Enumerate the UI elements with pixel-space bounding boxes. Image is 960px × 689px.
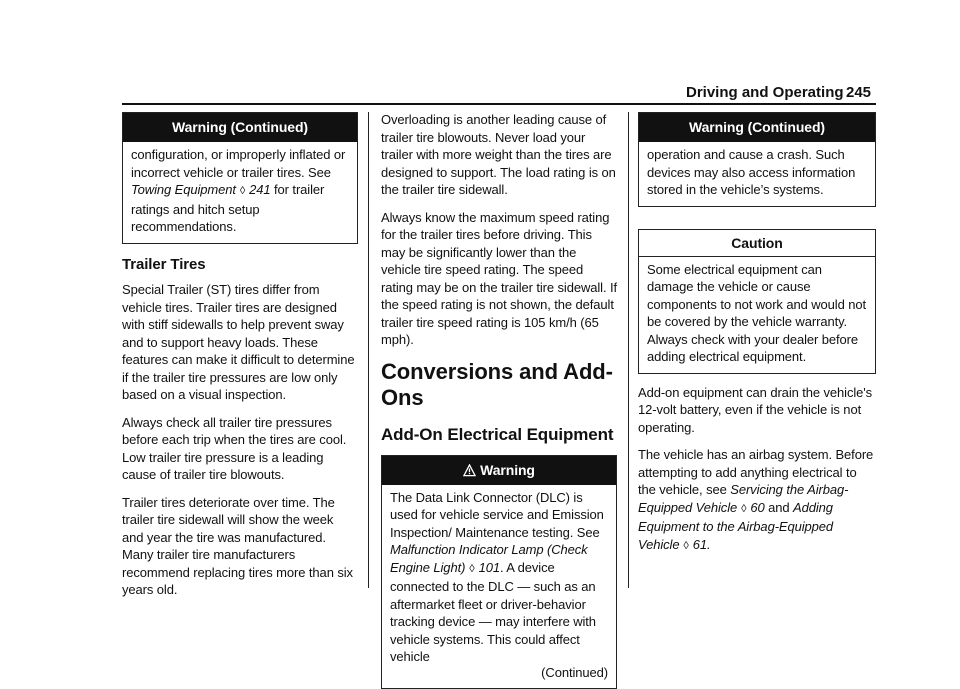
page-reference-number[interactable]: 101 (479, 560, 500, 575)
header-rule (122, 103, 876, 105)
page-reference-icon: ◊ (237, 185, 248, 197)
page-reference-number[interactable]: 61 (693, 537, 707, 552)
adding-equipment-link[interactable]: Adding Equipment to the Airbag-Equipped Vehicle (638, 500, 833, 552)
warning-text: The Data Link Connector (DLC) is used for vehicle service and Emission Inspection/ Maintenance testing. See Malfunction Indicator Lamp (Check Engine Light) ◊ 101. A device connected to the DLC — such as an aftermarket fleet or driver-behavior tracking device — may interfere with vehicle systems. This could affect vehicle (390, 489, 608, 666)
warning-text: for trailer (271, 182, 325, 197)
paragraph: Always know the maximum speed rating for the trailer tires before driving. This may be significantly lower than the vehicle tire speed rating. The speed rating may be on the trailer tire sidewall. If the speed rating is not shown, the default trailer tire speed rating is 105 km/h (65 mph). (381, 209, 617, 349)
page-reference-icon: ◊ (738, 503, 749, 515)
page-reference-number[interactable]: 60 (750, 500, 764, 515)
warning-line (131, 181, 349, 201)
column-divider-left (368, 112, 369, 588)
column-1 (122, 112, 358, 609)
paragraph: Always check all trailer tire pressures before each trip when the tires are cool. Low trailer tire pressure is a leading cause of trailer tire blowouts. (122, 414, 358, 484)
column-2 (381, 111, 617, 689)
warning-line: configuration, or improperly inflated or (131, 146, 349, 164)
paragraph: Special Trailer (ST) tires differ from vehicle tires. Trailer tires are designed with stiff sidewalls to help prevent sway and to support heavy loads. These features can make it difficult to determine if the trailer tire pressures are low only based on a visual inspection. (122, 281, 358, 404)
warning-triangle-icon (463, 458, 476, 487)
running-header-title: Driving and Operating (686, 84, 844, 101)
continued-label: (Continued) (390, 664, 608, 682)
warning-line: incorrect vehicle or trailer tires. See (131, 164, 349, 182)
page-reference-icon: ◊ (680, 540, 691, 552)
warning-box-header (382, 456, 616, 485)
warning-box-header: Warning (Continued) (639, 113, 875, 142)
warning-box-header: Warning (Continued) (123, 113, 357, 142)
paragraph: Overloading is another leading cause of trailer tire blowouts. Never load your trailer with more weight than the tires are designed to support. The load rating is on the trailer tire sidewall. (381, 111, 617, 199)
warning-box-body (382, 485, 616, 689)
warning-text: operation and cause a crash. Such devices may also access information stored in the vehicle’s systems. (647, 146, 867, 199)
paragraph: Trailer tires deteriorate over time. The trailer tire sidewall will show the week and year the tire was manufactured. Many trailer tire manufacturers recommend replacing tires more than six years old. (122, 494, 358, 599)
column-3 (638, 112, 876, 565)
caution-box-body (639, 257, 875, 373)
caution-text: Some electrical equipment can damage the vehicle or cause components to not work and would not be covered by the vehicle warranty. Always check with your dealer before adding electrical equipment. (647, 261, 867, 366)
paragraph: The vehicle has an airbag system. Before attempting to add anything electrical to the vehicle, see Servicing the Airbag-Equipped Vehicle ◊ 60 and Adding Equipment to the Airbag-Equipped Vehicle ◊ 61. (638, 446, 876, 555)
paragraph: Add-on equipment can drain the vehicle's 12-volt battery, even if the vehicle is not operating. (638, 384, 876, 437)
page-reference-icon: ◊ (466, 563, 477, 575)
towing-equipment-link[interactable]: Towing Equipment (131, 182, 236, 197)
caution-box-header: Caution (639, 230, 875, 257)
subsection-heading: Add-On Electrical Equipment (381, 425, 617, 445)
warning-line: ratings and hitch setup recommendations. (131, 201, 349, 236)
warning-box-body (123, 142, 357, 243)
warning-title: Warning (480, 462, 535, 478)
warning-continued-box (638, 112, 876, 207)
warning-box-body (639, 142, 875, 206)
section-heading: Conversions and Add-Ons (381, 359, 617, 411)
trailer-tires-heading: Trailer Tires (122, 256, 358, 274)
column-divider-right (628, 112, 629, 588)
page-number: 245 (846, 84, 871, 101)
servicing-airbag-link[interactable]: Servicing the Airbag-Equipped Vehicle (638, 482, 848, 515)
caution-box (638, 229, 876, 374)
warning-box (381, 455, 617, 689)
warning-continued-box (122, 112, 358, 244)
mil-link[interactable]: Malfunction Indicator Lamp (Check Engine Light) (390, 542, 588, 575)
page-reference-number[interactable]: 241 (249, 182, 270, 197)
